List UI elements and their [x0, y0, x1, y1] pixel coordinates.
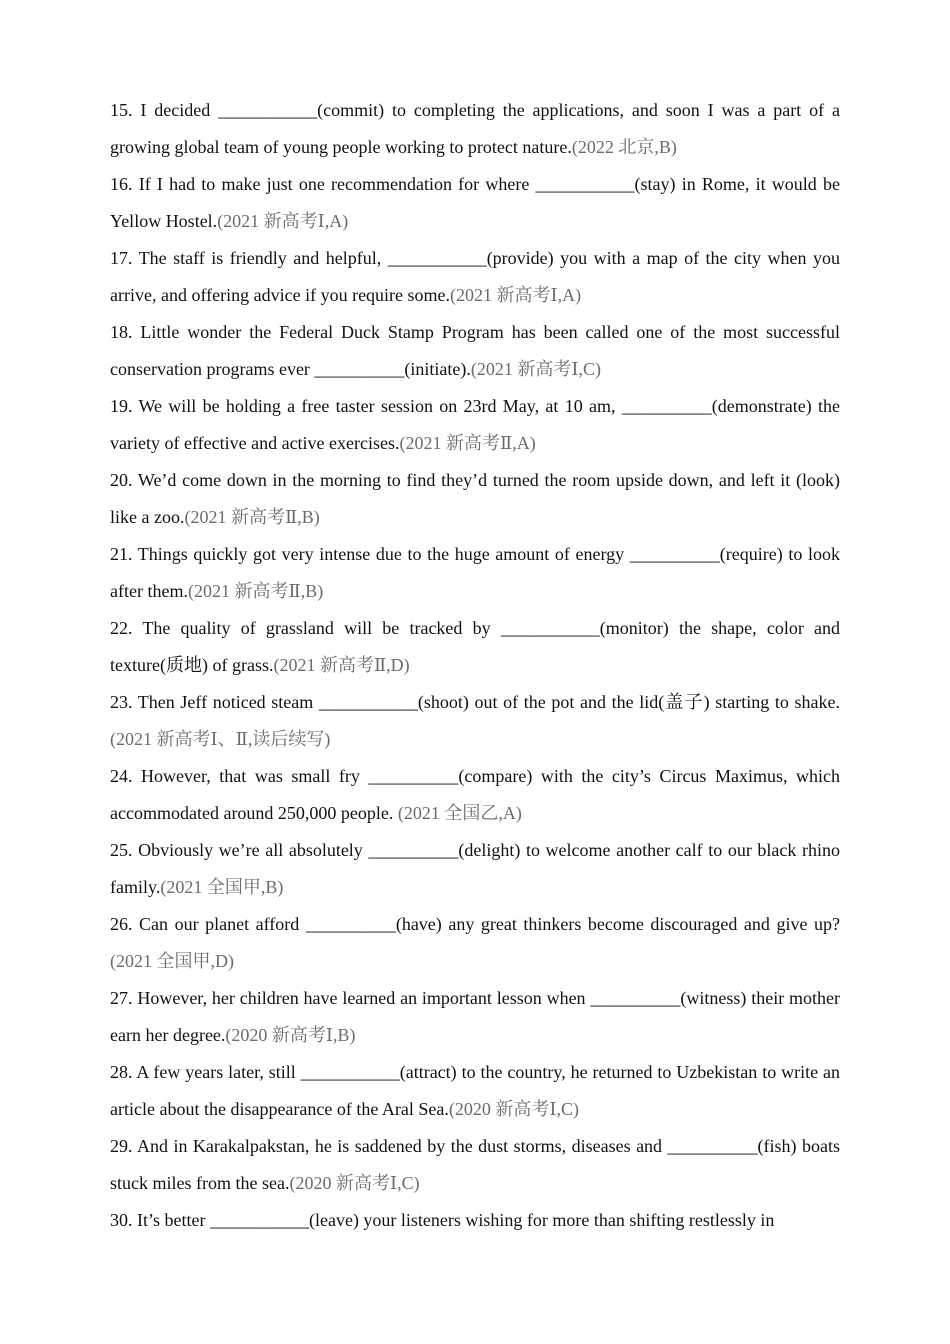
exercise-item-19	[110, 388, 840, 462]
exercise-text: 21. Things quickly got very intense due to the huge amount of energy __________(require) to look after them.	[110, 544, 840, 601]
exercise-item-20	[110, 462, 840, 536]
exercise-source: (2021 新高考Ⅰ,A)	[217, 211, 349, 231]
exercise-source: (2020 新高考Ⅰ,C)	[448, 1099, 579, 1119]
exercise-text: 28. A few years later, still ___________(attract) to the country, he returned to Uzbekistan to write an article about the disappearance of the Aral Sea.	[110, 1062, 840, 1119]
exercise-text: 22. The quality of grassland will be tracked by ___________(monitor) the shape, color and texture(质地) of grass.	[110, 618, 840, 675]
exercise-source: (2021 新高考Ⅰ,C)	[470, 359, 602, 379]
exercise-text: 30. It’s better ___________(leave) your listeners wishing for more than shifting restlessly in	[110, 1210, 775, 1230]
exercise-source: (2021 新高考Ⅱ,B)	[184, 507, 320, 527]
exercise-item-21	[110, 536, 840, 610]
exercise-text: 19. We will be holding a free taster session on 23rd May, at 10 am, __________(demonstrate) the variety of effective and active exercises.	[110, 396, 840, 453]
exercise-source: (2021 新高考Ⅱ,A)	[399, 433, 536, 453]
exercise-source: (2022 北京,B)	[571, 137, 677, 157]
exercise-item-28	[110, 1054, 840, 1128]
exercise-source: (2020 新高考Ⅰ,C)	[289, 1173, 420, 1193]
exercise-source: (2021 新高考Ⅰ,A)	[450, 285, 582, 305]
exercise-source: (2021 全国甲,D)	[110, 951, 234, 971]
exercise-text: 24. However, that was small fry __________(compare) with the city’s Circus Maximus, which accommodated around 250,000 people.	[110, 766, 840, 823]
exercise-source: (2021 全国乙,A)	[393, 803, 522, 823]
exercise-text: 29. And in Karakalpakstan, he is saddened by the dust storms, diseases and __________(fish) boats stuck miles from the sea.	[110, 1136, 840, 1193]
exercise-text: 26. Can our planet afford __________(have) any great thinkers become discouraged and give up?	[110, 914, 840, 934]
exercise-item-24	[110, 758, 840, 832]
exercise-item-30	[110, 1202, 840, 1239]
exercise-source: (2020 新高考Ⅰ,B)	[225, 1025, 356, 1045]
exercise-source: (2021 新高考Ⅰ、Ⅱ,读后续写)	[110, 729, 331, 749]
exercise-item-22	[110, 610, 840, 684]
exercise-source: (2021 新高考Ⅱ,B)	[187, 581, 324, 601]
exercise-text: 25. Obviously we’re all absolutely __________(delight) to welcome another calf to our black rhino family.	[110, 840, 840, 897]
exercise-text: 16. If I had to make just one recommendation for where ___________(stay) in Rome, it would be Yellow Hostel.	[110, 174, 840, 231]
exercise-text: 17. The staff is friendly and helpful, ___________(provide) you with a map of the city when you arrive, and offering advice if you require some.	[110, 248, 840, 305]
exercise-list	[110, 92, 840, 1239]
exercise-text: 18. Little wonder the Federal Duck Stamp Program has been called one of the most successful conservation programs ever __________(initiate).	[110, 322, 840, 379]
exercise-item-15	[110, 92, 840, 166]
exercise-item-25	[110, 832, 840, 906]
exercise-text: 27. However, her children have learned an important lesson when __________(witness) their mother earn her degree.	[110, 988, 840, 1045]
exercise-item-23	[110, 684, 840, 758]
exercise-item-17	[110, 240, 840, 314]
exercise-source: (2021 新高考Ⅱ,D)	[273, 655, 410, 675]
exercise-item-27	[110, 980, 840, 1054]
exercise-item-26	[110, 906, 840, 980]
exercise-source: (2021 全国甲,B)	[160, 877, 284, 897]
exercise-text: 15. I decided ___________(commit) to completing the applications, and soon I was a part of a growing global team of young people working to protect nature.	[110, 100, 840, 157]
exercise-text: 23. Then Jeff noticed steam ___________(shoot) out of the pot and the lid(盖子) starting to shake.	[110, 692, 840, 712]
exercise-item-16	[110, 166, 840, 240]
exercise-item-29	[110, 1128, 840, 1202]
exercise-item-18	[110, 314, 840, 388]
exercise-text: 20. We’d come down in the morning to find they’d turned the room upside down, and left it (look) like a zoo.	[110, 470, 840, 527]
